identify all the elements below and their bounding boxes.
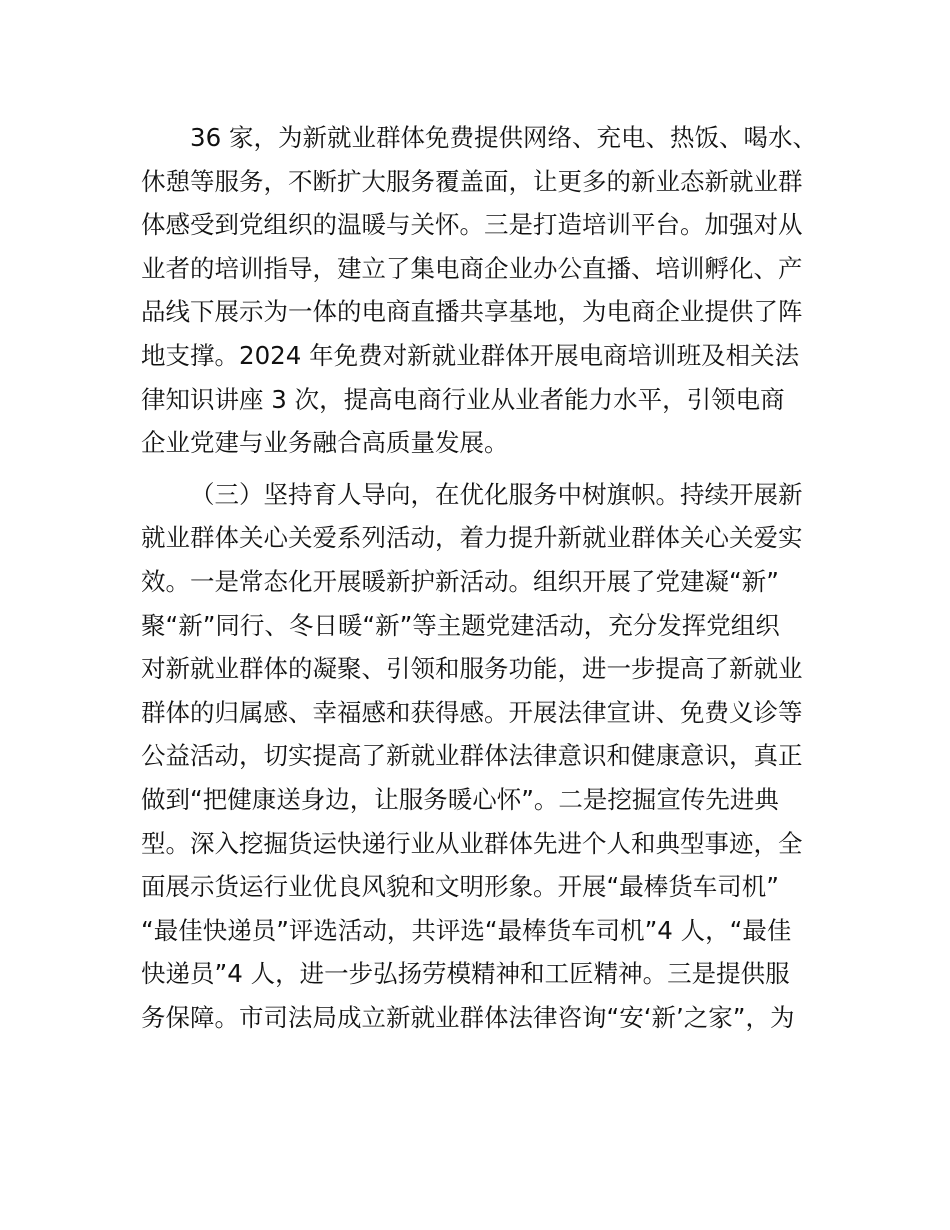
text-line: 面展示货运行业优良风貌和文明形象。开展“最棒货车司机”: [141, 872, 779, 902]
text-line: 就业群体关心关爱系列活动，着力提升新就业群体关心关爱实: [141, 523, 803, 553]
text-line: 对新就业群体的凝聚、引领和服务功能，进一步提高了新就业: [141, 654, 803, 684]
text-line: 效。一是常态化开展暖新护新活动。组织开展了党建凝“新”: [141, 566, 779, 596]
text-line: “最佳快递员”评选活动，共评选“最棒货车司机”4 人，“最佳: [141, 915, 792, 945]
text-line: 务保障。市司法局成立新就业群体法律咨询“安‘新’之家”，为: [141, 1002, 795, 1032]
text-line: （三）坚持育人导向，在优化服务中树旗帜。持续开展新: [190, 479, 803, 509]
text-line: 业者的培训指导，建立了集电商企业办公直播、培训孵化、产: [141, 253, 803, 283]
text-line: 地支撑。2024 年免费对新就业群体开展电商培训班及相关法: [141, 340, 800, 370]
text-line: 休憩等服务，不断扩大服务覆盖面，让更多的新业态新就业群: [141, 166, 803, 196]
paragraph-spacer: [141, 465, 813, 473]
text-line: 群体的归属感、幸福感和获得感。开展法律宣讲、免费义诊等: [141, 697, 803, 727]
text-line: 做到“把健康送身边，让服务暖心怀”。二是挖掘宣传先进典: [141, 784, 779, 814]
text-line: 36 家，为新就业群体免费提供网络、充电、热饭、喝水、: [190, 123, 817, 152]
text-line: 公益活动，切实提高了新就业群体法律意识和健康意识，真正: [141, 741, 803, 771]
text-line: 品线下展示为一体的电商直播共享基地，为电商企业提供了阵: [141, 297, 803, 327]
text-line: 体感受到党组织的温暖与关怀。三是打造培训平台。加强对从: [141, 210, 803, 240]
text-line: 企业党建与业务融合高质量发展。: [141, 428, 509, 458]
paragraph-2: [141, 473, 813, 1040]
text-line: 聚“新”同行、冬日暖“新”等主题党建活动，充分发挥党组织: [141, 610, 780, 640]
text-line: 律知识讲座 3 次，提高电商行业从业者能力水平，引领电商: [141, 384, 785, 414]
text-line: 型。深入挖掘货运快递行业从业群体先进个人和典型事迹，全: [141, 828, 803, 858]
paragraph-1: [141, 116, 817, 465]
document-body: [141, 116, 817, 1039]
text-line: 快递员”4 人，进一步弘扬劳模精神和工匠精神。三是提供服: [141, 959, 790, 989]
